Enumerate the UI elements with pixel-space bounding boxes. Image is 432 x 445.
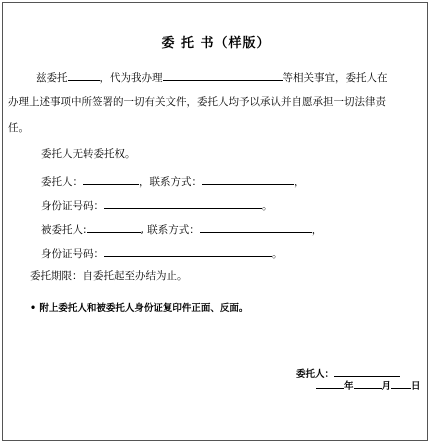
client-id-field[interactable] <box>104 198 262 209</box>
agent-label: 被委托人: <box>41 224 87 236</box>
year-label: 年 <box>344 381 354 392</box>
day-label: 日 <box>411 381 421 392</box>
paragraph-line-3: 任。 <box>8 122 29 134</box>
attachment-note: • 附上委托人和被委托人身份证复印件正面、反面。 <box>30 303 249 314</box>
entrust-text-3: 等相关事宜，委托人在 <box>282 72 388 84</box>
client-name-field[interactable] <box>83 174 139 185</box>
agent-id-field[interactable] <box>104 246 272 257</box>
client-row <box>41 174 305 189</box>
paragraph-line-1 <box>36 70 388 85</box>
period-text: 委托期限：自委托起至办结为止。 <box>30 270 188 282</box>
paragraph-line-2: 办理上述事项中所签署的一切有关文件，委托人均予以承认并自愿承担一切法律责 <box>8 96 386 108</box>
day-field[interactable] <box>391 378 411 389</box>
agent-row <box>41 222 322 237</box>
client-id-label: 身份证号码： <box>41 200 104 212</box>
month-field[interactable] <box>354 378 382 389</box>
matter-blank[interactable] <box>163 70 283 81</box>
signature-field[interactable] <box>334 366 400 377</box>
client-label: 委托人： <box>41 176 83 188</box>
year-field[interactable] <box>316 378 344 389</box>
entrust-text-1: 兹委托 <box>36 72 68 84</box>
client-contact-label: ，联系方式： <box>139 176 202 188</box>
entrust-text-2: ，代为我办理 <box>99 72 163 84</box>
client-id-period: 。 <box>262 200 273 212</box>
agent-contact-label: , 联系方式： <box>140 224 200 236</box>
date-row <box>316 378 421 393</box>
signature-label: 委托人： <box>296 369 335 380</box>
client-name-blank[interactable] <box>68 70 100 81</box>
client-contact-field[interactable] <box>202 174 294 185</box>
month-label: 月 <box>381 381 392 392</box>
agent-id-label: 身份证号码： <box>41 248 104 260</box>
agent-id-row <box>41 246 283 261</box>
client-row-comma: ， <box>294 176 305 188</box>
agent-row-comma: ， <box>311 224 323 236</box>
document-title: 委 托 书（样版） <box>161 36 271 51</box>
agent-id-period: 。 <box>272 248 283 260</box>
agent-contact-field[interactable] <box>200 222 312 233</box>
agent-name-field[interactable] <box>87 222 141 233</box>
no-transfer-text: 委托人无转委托权。 <box>41 148 136 160</box>
client-id-row <box>41 198 273 213</box>
